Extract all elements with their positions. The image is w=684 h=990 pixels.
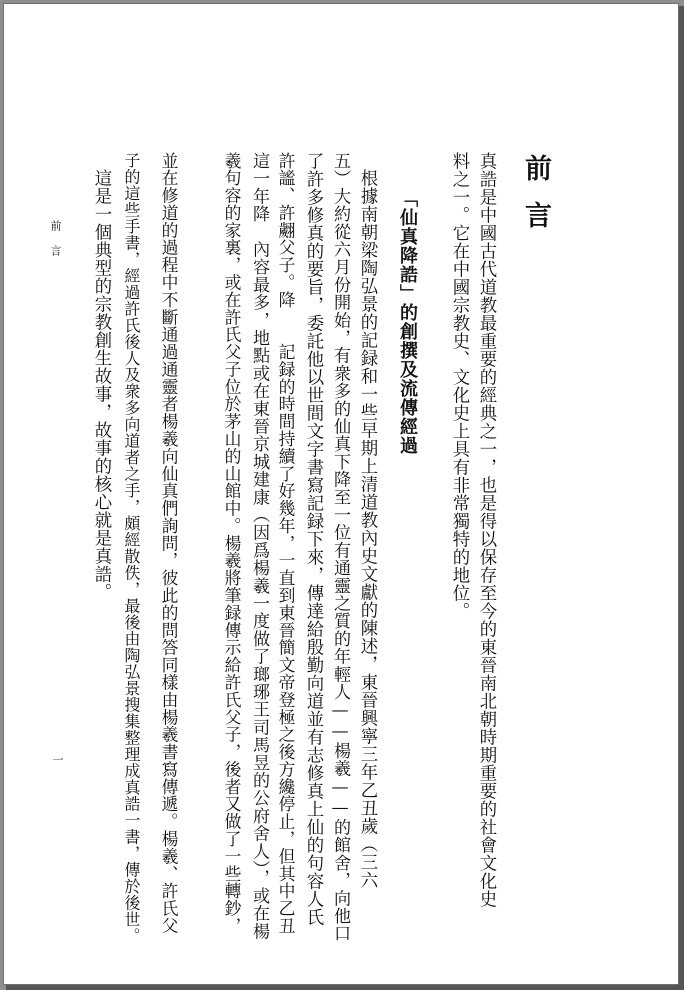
body-line-1: 根據南朝梁陶弘景的記録和一些早期上清道教內史文獻的陳述，東晉興寧三年乙丑歲（三六 [357,169,377,889]
section-heading: 「仙真降誥」的創撰及流傳經過 [397,189,418,455]
body-line-6: 羲句容的家裏，或在許氏父子位於茅山的山館中。楊羲將筆録傳示給許氏父子，後者又做了一些轉鈔， [222,152,242,935]
body-line-4: 許謐、許翽父子。降 記録的時間持續了好幾年，一直到東晉簡文帝登極之後方纔停止，但其中乙丑 [276,152,296,935]
body-line-2: 五）大約從六月份開始，有衆多的仙真下降至一位有通靈之質的年輕人——楊羲——的館舍，向他口 [330,152,350,943]
intro-line-2: 料之一。它在中國宗教史、文化史上具有非常獨特的地位。 [449,152,469,620]
body-line-9: 這是一個典型的宗教創生故事，故事的核心就是真誥。 [91,169,111,601]
intro-line-1: 真誥是中國古代道教最重要的經典之一，也是得以保存至今的東晉南北朝時期重要的社會文化史 [476,152,496,908]
page-number: 一 [51,754,64,765]
body-line-7: 並在修道的過程中不斷通過通靈者楊羲向仙真們詢問，彼此的問答同樣由楊羲書寫傳遞。楊羲、許氏父 [159,152,179,935]
body-line-3: 了許多修真的要旨，委託他以世間文字書寫記録下來，傳達給殷勤向道並有志修真上仙的句容人氏 [303,152,323,926]
body-line-8: 子的這些手書，經過許氏後人及衆多向道者之手，頗經散佚，最後由陶弘景搜集整理成真誥一書，傳於後世。 [122,152,141,944]
page-shadow-bottom [6,985,684,990]
page-title: 前言 [520,154,551,248]
document-page [3,3,679,985]
body-line-5: 這一年降 內容最多，地點或在東晉京城建康（因爲楊羲一度做了瑯琊王司馬昱的公府舍人），或在楊 [249,152,269,940]
running-head: 前言 [49,220,62,270]
page-shadow-right [679,6,684,990]
